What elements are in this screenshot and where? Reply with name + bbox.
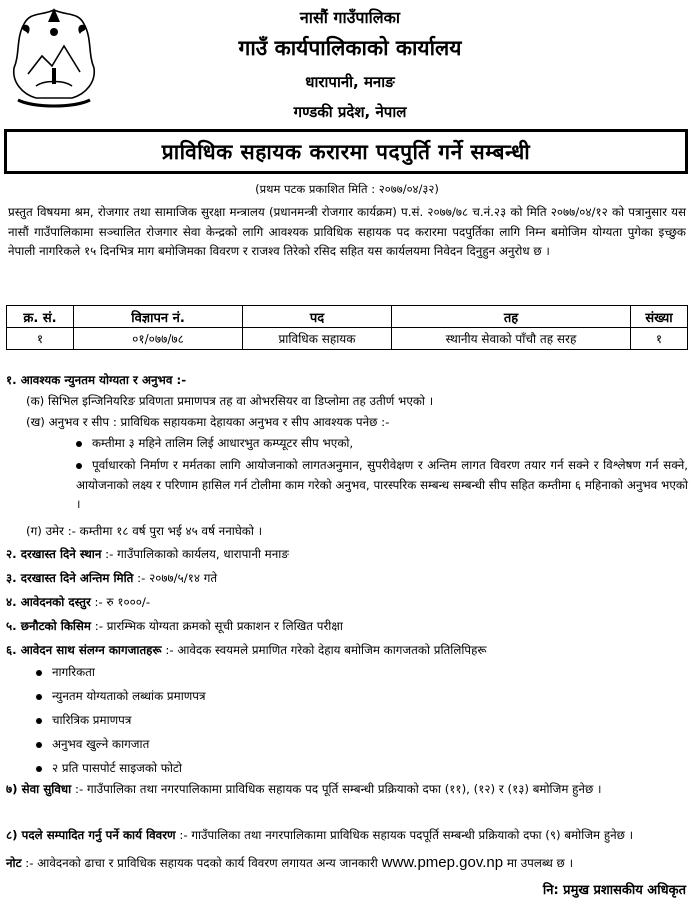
list-item: नागरिकता bbox=[36, 664, 95, 680]
table-header: तह bbox=[392, 306, 631, 328]
office-address: धारापानी, मनाङ bbox=[305, 73, 395, 91]
section-6: ६. आवेदन साथ संलग्न कागजातहरू :- आवेदक स्वयमले प्रमाणित गरेको देहाय बमोजिम कागजतको प्रतिलिपिहरू bbox=[6, 643, 487, 657]
section-7: ७) सेवा सुविधा :- गाउँपालिका तथा नगरपालिकामा प्राविधिक सहायक पद पूर्ति सम्बन्धी प्रक्रियाको दफा (११), (१२) र (१३) बमोजिम हुनेछ । bbox=[6, 782, 602, 796]
municipality-name: नासौं गाउँपालिका bbox=[299, 8, 401, 27]
section-5: ५. छनौटको किसिम :- प्रारम्भिक योग्यता क्रमको सूची प्रकाशन र लिखित परीक्षा bbox=[6, 619, 343, 633]
table-cell: स्थानीय सेवाको पाँचौ तह सरह bbox=[392, 328, 631, 350]
list-item: कम्तीमा ३ महिने तालिम लिई आधारभुत कम्प्यूटर सीप भएको, bbox=[76, 435, 353, 451]
signature-line: नि: प्रमुख प्रशासकीय अधिकृत bbox=[542, 883, 686, 898]
bullet-icon bbox=[36, 670, 42, 676]
list-item: न्युनतम योग्यताको लब्धांक प्रमाणपत्र bbox=[36, 688, 206, 704]
table-header-row bbox=[7, 306, 688, 328]
office-name: गाउँ कार्यपालिकाको कार्यालय bbox=[238, 36, 462, 60]
requirement-ga: (ग) उमेर :- कम्तीमा १८ वर्ष पुरा भई ४५ वर्ष ननाघेको । bbox=[26, 524, 263, 538]
notice-title-box bbox=[4, 129, 688, 174]
table-cell: १ bbox=[7, 328, 74, 350]
section-8: ८) पदले सम्पादित गर्नु पर्ने कार्य विवरण :- गाउँपालिका तथा नगरपालिकामा प्राविधिक सहायक पदपूर्ति सम्बन्धी प्रक्रियाको दफा (९) बमोजिम हुनेछ । bbox=[6, 828, 634, 842]
note: नोट :- आवेदनको ढाचा र प्राविधिक सहायक पदको कार्य विवरण लगायत अन्य जानकारी www.pmep.gov.np मा उपलब्ध छ । bbox=[6, 854, 574, 871]
website-link[interactable]: www.pmep.gov.np bbox=[381, 854, 504, 871]
table-header: विज्ञापन नं. bbox=[74, 306, 243, 328]
list-item: पूर्वाधारको निर्माण र मर्मतका लागि आयोजनाको लागतअनुमान, सुपरीवेक्षण र अन्तिम लागत विवरण तयार गर्न सक्ने र विश्लेषण गर्न सक्ने, आयोजनाको लक्ष्य र परिणाम हासिल गर्न टोलीमा काम गरेको अनुभव, पारस्परिक सम्बन्ध सम्बन्धी सीप सहित कम्तीमा ६ महिनाको अनुभव भएको । bbox=[76, 458, 688, 511]
section-4: ४. आवेदनको दस्तुर :- रु १०००/- bbox=[6, 595, 151, 609]
section-3: ३. दरखास्त दिने अन्तिम मिति :- २०७७/५/१४ गते bbox=[6, 571, 218, 585]
publication-date: (प्रथम पटक प्रकाशित मिति : २०७७/०४/३२) bbox=[255, 182, 439, 196]
section-2: २. दरखास्त दिने स्थान :- गाउँपालिकाको कार्यलय, धारापानी मनाङ bbox=[6, 547, 289, 561]
table-cell: १ bbox=[631, 328, 688, 350]
table-row bbox=[7, 328, 688, 350]
province-country: गण्डकी प्रदेश, नेपाल bbox=[293, 103, 407, 121]
table-header: पद bbox=[243, 306, 392, 328]
section-1-heading: १. आवश्यक न्युनतम योग्यता र अनुभव :- bbox=[6, 373, 187, 387]
table-cell: प्राविधिक सहायक bbox=[243, 328, 392, 350]
list-item: २ प्रति पासपोर्ट साइजको फोटो bbox=[36, 760, 182, 776]
requirement-ka: (क) सिभिल इन्जिनियरिङ प्रविणता प्रमाणपत्र तह वा ओभरसियर वा डिप्लोमा तह उतीर्ण भएको । bbox=[26, 394, 434, 408]
bullet-icon bbox=[36, 742, 42, 748]
list-item: चारित्रिक प्रमाणपत्र bbox=[36, 712, 131, 728]
requirement-kha: (ख) अनुभव र सीप : प्राविधिक सहायकमा देहायका अनुभव र सीप आवश्यक पनेछ :- bbox=[26, 415, 390, 429]
bullet-icon bbox=[76, 463, 82, 469]
bullet-icon bbox=[36, 694, 42, 700]
bullet-icon bbox=[36, 718, 42, 724]
intro-paragraph: प्रस्तुत विषयमा श्रम, रोजगार तथा सामाजिक सुरक्षा मन्त्रालय (प्रधानमन्त्री रोजगार कार्यक्रम) प.सं. २०७७/७८ च.नं.२३ को मिति २०७७/०४/१२ को पत्रानुसार यस नासौं गाउँपालिकामा सञ्चालित रोजगार सेवा केन्द्रको लागि आवश्यक प्राविधिक सहायक पद करारमा पदपुर्तिका लागि निम्न बमोजिम योग्यता पुगेका इच्छुक नेपाली नागरिकले १५ दिनभित्र माग बमोजिमका विवरण र राजश्व तिरेको रसिद सहित यस कार्यलयमा निवेदन दिनुहुन अनुरोध छ । bbox=[8, 205, 686, 258]
nepal-emblem-logo bbox=[8, 2, 100, 112]
table-cell: ०१/०७७/७८ bbox=[74, 328, 243, 350]
list-item: अनुभव खुल्ने कागजात bbox=[36, 736, 149, 752]
notice-title: प्राविधिक सहायक करारमा पदपुर्ति गर्ने सम्बन्धी bbox=[161, 139, 531, 164]
table-header: संख्या bbox=[631, 306, 688, 328]
vacancy-table bbox=[6, 305, 688, 350]
bullet-icon bbox=[36, 766, 42, 772]
table-header: क्र. सं. bbox=[7, 306, 74, 328]
bullet-icon bbox=[76, 441, 82, 447]
